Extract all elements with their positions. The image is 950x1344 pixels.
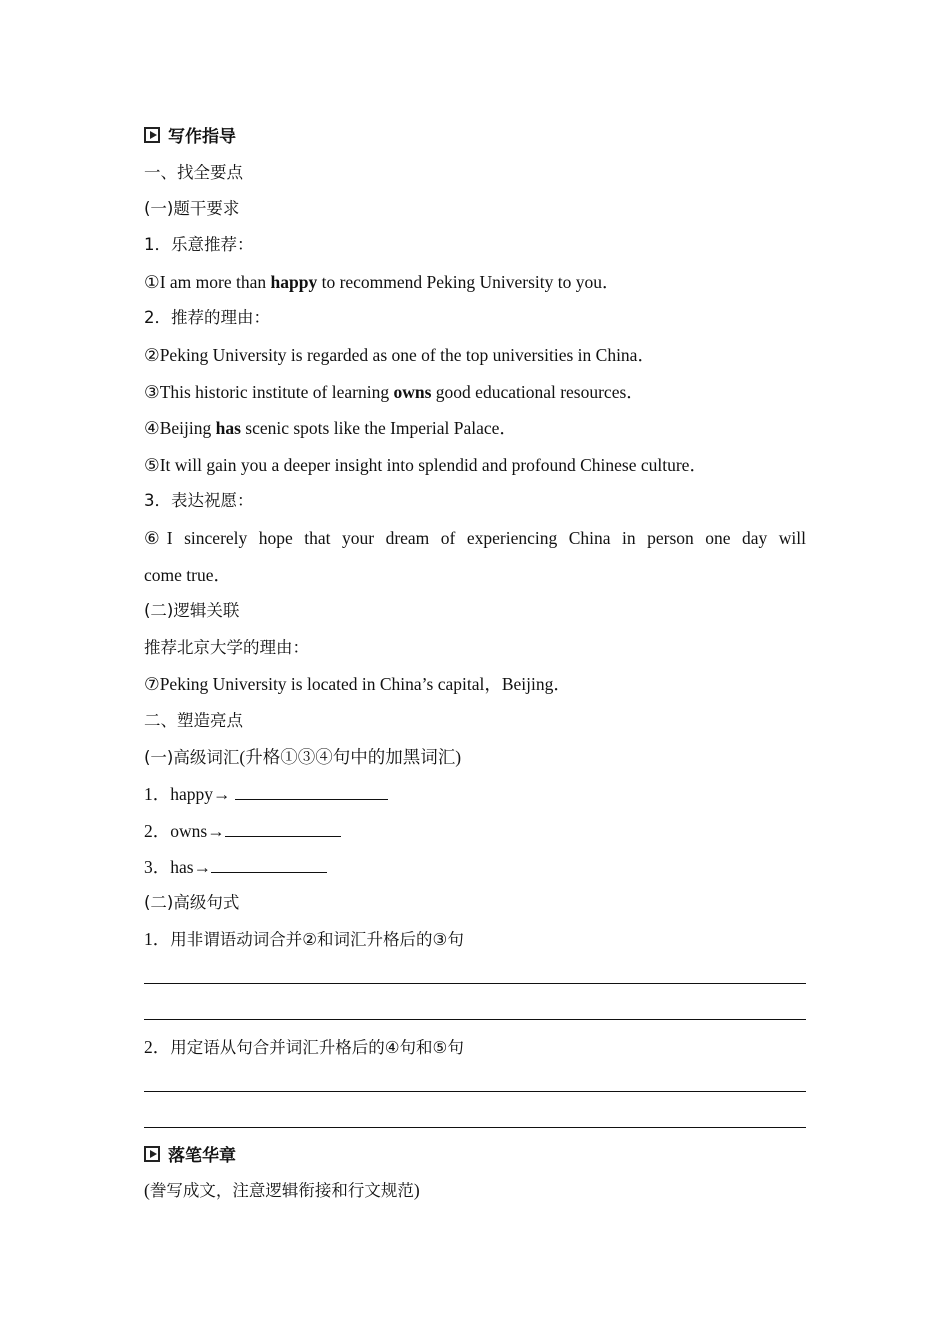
item-3-label: 3．表达祝愿： bbox=[144, 491, 254, 510]
section-header-writing-guide bbox=[144, 122, 236, 147]
task-2: 2．用定语从句合并词汇升格后的④句和⑤句 bbox=[144, 1037, 464, 1057]
subheading-requirements: (一)题干要求 bbox=[144, 199, 240, 218]
bold-word: happy bbox=[270, 272, 318, 292]
sentence-1: ①I am more than happy to recommend Peking University to you． bbox=[144, 272, 620, 292]
answer-blank[interactable] bbox=[235, 781, 388, 800]
subheading-sentences: (二)高级句式 bbox=[144, 893, 240, 912]
vocab-item: 2．owns→ bbox=[144, 818, 806, 843]
section-title: 落笔华章 bbox=[168, 1146, 236, 1166]
answer-line[interactable] bbox=[144, 1019, 806, 1020]
reason-label: 推荐北京大学的理由： bbox=[144, 638, 309, 657]
heading-highlights: 二、塑造亮点 bbox=[144, 711, 243, 730]
play-box-icon bbox=[144, 1146, 160, 1162]
play-box-icon bbox=[144, 127, 160, 143]
sentence-4: ④Beijing has scenic spots like the Imperial Palace． bbox=[144, 418, 517, 438]
sentence-7: ⑦Peking University is located in China’s capital，Beijing． bbox=[144, 674, 571, 694]
item-1-label: 1．乐意推荐： bbox=[144, 235, 254, 254]
heading-find-points: 一、找全要点 bbox=[144, 163, 243, 182]
bold-word: owns bbox=[393, 382, 432, 402]
sentence-3: ③This historic institute of learning owns good educational resources． bbox=[144, 382, 644, 402]
task-1: 1．用非谓语动词合并②和词汇升格后的③句 bbox=[144, 929, 464, 949]
section-header-final-writing bbox=[144, 1141, 236, 1166]
answer-blank[interactable] bbox=[211, 854, 327, 873]
subheading-logic: (二)逻辑关联 bbox=[144, 601, 240, 620]
vocab-item: 3．has→ bbox=[144, 854, 806, 879]
answer-blank[interactable] bbox=[225, 818, 341, 837]
subheading-vocab: (一)高级词汇(升格①③④句中的加黑词汇) bbox=[144, 747, 462, 767]
section-title: 写作指导 bbox=[168, 127, 236, 147]
answer-line[interactable] bbox=[144, 1091, 806, 1092]
final-instruction: (誊写成文，注意逻辑衔接和行文规范) bbox=[144, 1180, 420, 1200]
answer-line[interactable] bbox=[144, 1127, 806, 1128]
sentence-6-line-1: ⑥I sincerely hope that your dream of experiencing China in person one day will bbox=[144, 528, 806, 548]
answer-line[interactable] bbox=[144, 983, 806, 984]
bold-word: has bbox=[215, 418, 241, 438]
vocab-item: 1．happy→ bbox=[144, 781, 806, 806]
sentence-5: ⑤It will gain you a deeper insight into splendid and profound Chinese culture． bbox=[144, 455, 707, 475]
sentence-6-line-2: come true． bbox=[144, 565, 231, 585]
item-2-label: 2．推荐的理由： bbox=[144, 308, 270, 327]
sentence-2: ②Peking University is regarded as one of the top universities in China． bbox=[144, 345, 655, 365]
